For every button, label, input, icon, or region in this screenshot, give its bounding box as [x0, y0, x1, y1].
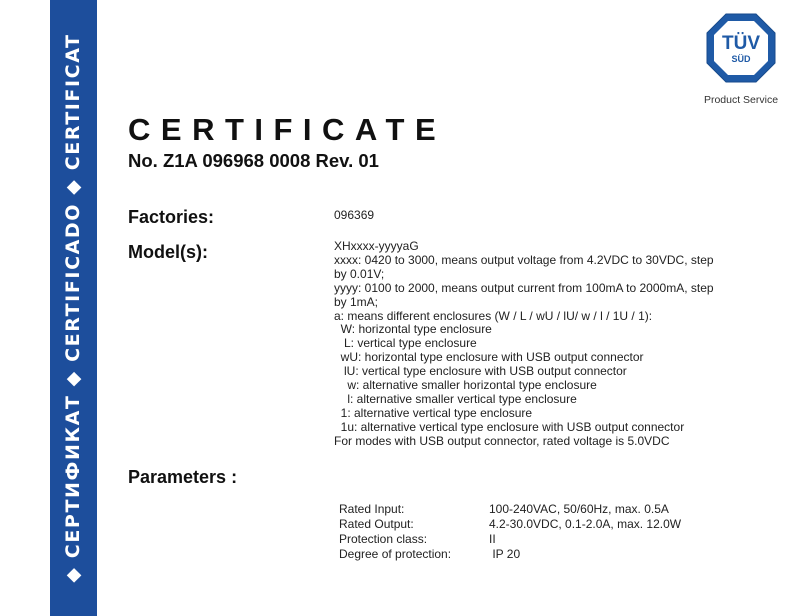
factories-value: 096369 — [334, 208, 375, 222]
model-line: w: alternative smaller horizontal type enclosure — [334, 378, 597, 393]
model-line: a: means different enclosures (W / L / wU / lU/ w / l / 1U / 1): — [334, 308, 653, 323]
parameter-name: Rated Output: — [339, 516, 414, 531]
model-line: W: horizontal type enclosure — [334, 322, 492, 337]
model-line: XHxxxx-yyyyaG — [334, 239, 419, 253]
model-line: yyyy: 0100 to 2000, means output current from 100mA to 2000mA, step — [334, 280, 714, 295]
model-line: L: vertical type enclosure — [334, 336, 477, 351]
parameter-name: Protection class: — [339, 531, 428, 546]
factories-label: Factories: — [128, 207, 215, 227]
parameter-name: Rated Input: — [339, 502, 405, 516]
parameter-value: 100-240VAC, 50/60Hz, max. 0.5A — [489, 502, 669, 516]
parameter-value: II — [489, 531, 496, 546]
model-line: xxxx: 0420 to 3000, means output voltage from 4.2VDC to 30VDC, step — [334, 252, 714, 267]
tuv-sud-logo — [705, 12, 777, 84]
model-line: 1: alternative vertical type enclosure — [334, 405, 533, 420]
parameter-name: Degree of protection: — [339, 546, 452, 561]
model-line: l: alternative smaller vertical type enclosure — [334, 391, 577, 406]
sidebar-certificate-text: ◆ СЕРТИФИКАТ ◆ CERTIFICADO ◆ CERTIFICAT — [62, 33, 84, 583]
logo-caption: Product Service — [703, 94, 779, 106]
parameter-value: 4.2-30.0VDC, 0.1-2.0A, max. 12.0W — [489, 516, 682, 531]
parameter-row — [339, 547, 681, 562]
parameter-row — [339, 517, 681, 532]
logo-brand: TÜV — [722, 33, 760, 54]
parameters-label: Parameters : — [128, 467, 238, 487]
model-line: lU: vertical type enclosure with USB output connector — [334, 364, 627, 379]
model-line: by 1mA; — [334, 294, 379, 309]
logo-sub: SÜD — [731, 54, 751, 64]
parameter-value: IP 20 — [489, 546, 521, 561]
model-line: by 0.01V; — [334, 266, 385, 281]
parameters-table — [339, 502, 681, 562]
model-line: 1u: alternative vertical type enclosure with USB output connector — [334, 419, 685, 434]
models-list — [334, 240, 724, 449]
model-line: For modes with USB output connector, rated voltage is 5.0VDC — [334, 433, 670, 448]
parameter-row — [339, 502, 681, 517]
model-line: wU: horizontal type enclosure with USB output connector — [334, 350, 644, 365]
parameter-row — [339, 532, 681, 547]
certificate-title: CERTIFICATE — [128, 112, 447, 147]
certificate-number: No. Z1A 096968 0008 Rev. 01 — [128, 150, 379, 171]
models-label: Model(s): — [128, 242, 208, 262]
